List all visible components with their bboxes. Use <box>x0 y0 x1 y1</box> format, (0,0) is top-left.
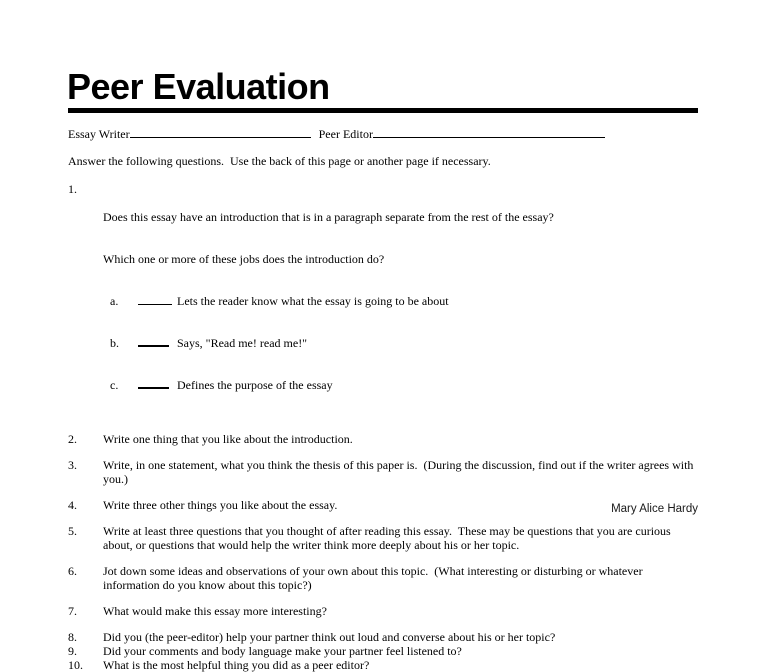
author-name: Mary Alice Hardy <box>611 503 698 515</box>
question-5 <box>68 524 700 552</box>
question-1-option-a <box>103 294 700 308</box>
option-letter: a. <box>110 294 119 308</box>
question-2 <box>68 432 700 446</box>
name-fields-row <box>68 127 698 141</box>
question-number: 10. <box>68 658 83 672</box>
question-number: 9. <box>68 644 77 658</box>
option-text: Defines the purpose of the essay <box>177 378 333 392</box>
essay-writer-label: Essay Writer <box>68 127 130 141</box>
peer-editor-label: Peer Editor <box>318 127 373 141</box>
question-number: 1. <box>68 182 77 196</box>
question-7 <box>68 604 700 618</box>
question-number: 7. <box>68 604 77 618</box>
question-1-option-c <box>103 378 700 392</box>
option-letter: b. <box>110 336 119 350</box>
question-number: 8. <box>68 630 77 644</box>
question-body: Did your comments and body language make your partner feel listened to? <box>103 644 462 658</box>
answer-blank <box>138 337 169 347</box>
question-number: 5. <box>68 524 77 538</box>
page-title: Peer Evaluation <box>67 66 330 107</box>
option-text: Lets the reader know what the essay is going to be about <box>177 294 449 308</box>
question-4 <box>68 498 700 512</box>
answer-blank <box>138 379 169 389</box>
question-6 <box>68 564 700 592</box>
question-number: 4. <box>68 498 77 512</box>
option-text: Says, "Read me! read me!" <box>177 336 308 350</box>
question-body: Write one thing that you like about the introduction. <box>103 432 353 446</box>
question-body: Jot down some ideas and observations of your own about this topic. (What interesting or disturbing or whatever information do you know about this topic?) <box>103 564 646 592</box>
question-1-option-b <box>103 336 700 350</box>
instructions-text: Answer the following questions. Use the back of this page or another page if necessary. <box>68 154 491 168</box>
question-body: Write at least three questions that you thought of after reading this essay. These may be questions that you are curious about, or questions that would help the writer think more deeply about his or her topic. <box>103 524 674 552</box>
question-1-line-2: Which one or more of these jobs does the introduction do? <box>103 252 385 266</box>
question-body: What would make this essay more interesting? <box>103 604 327 618</box>
peer-editor-blank <box>373 127 605 138</box>
question-1-line-1: Does this essay have an introduction that is in a paragraph separate from the rest of the essay? <box>103 210 554 224</box>
question-body <box>103 182 700 420</box>
question-number: 2. <box>68 432 77 446</box>
question-3 <box>68 458 700 486</box>
question-8 <box>68 630 700 644</box>
question-1 <box>68 182 700 420</box>
question-number: 3. <box>68 458 77 472</box>
title-divider-rule <box>68 108 698 113</box>
answer-blank <box>138 295 172 305</box>
question-10 <box>68 658 700 672</box>
question-body: Write three other things you like about the essay. <box>103 498 338 512</box>
question-number: 6. <box>68 564 77 578</box>
question-body: Write, in one statement, what you think the thesis of this paper is. (During the discussion, find out if the writer agrees with you.) <box>103 458 697 486</box>
question-body: What is the most helpful thing you did as a peer editor? <box>103 658 370 672</box>
question-body: Did you (the peer-editor) help your partner think out loud and converse about his or her topic? <box>103 630 556 644</box>
essay-writer-blank <box>130 127 311 138</box>
question-list <box>68 182 700 672</box>
question-9 <box>68 644 700 658</box>
option-letter: c. <box>110 378 119 392</box>
